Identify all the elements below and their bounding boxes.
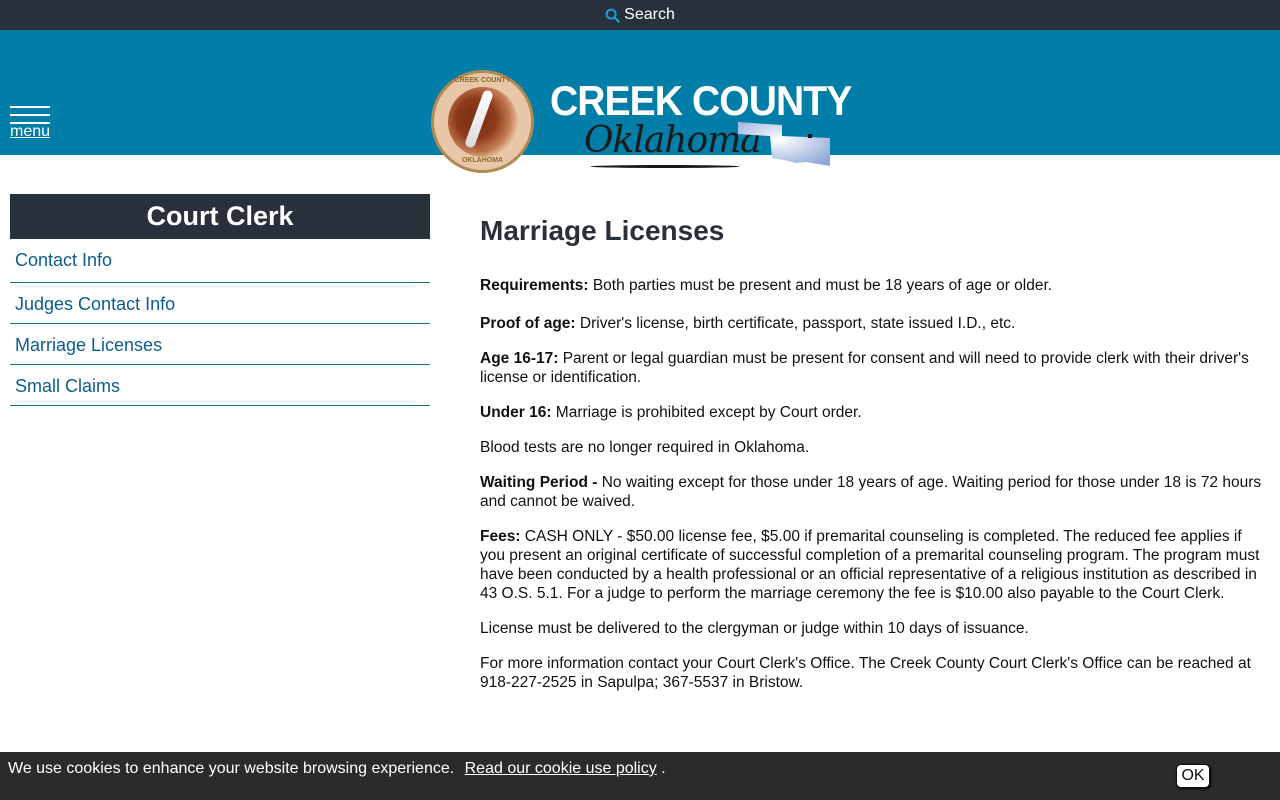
paragraph-proof-of-age — [480, 314, 1265, 333]
paragraph-text: Driver's license, birth certificate, passport, state issued I.D., etc. — [575, 315, 1016, 332]
paragraph-text: Marriage is prohibited except by Court order. — [551, 404, 862, 421]
seal-top-text: CREEK COUNTY — [454, 77, 511, 84]
paragraph-label: Requirements: — [480, 277, 589, 294]
site-logo[interactable] — [431, 70, 852, 176]
paragraph-waiting-period — [480, 473, 1265, 511]
paragraph-label: Under 16: — [480, 404, 552, 421]
search-link[interactable] — [605, 6, 675, 24]
paragraph-requirements — [480, 276, 1265, 295]
paragraph-delivery — [480, 619, 1265, 638]
sidebar-item-contact-info[interactable]: Contact Info — [10, 239, 430, 283]
county-seal-icon — [431, 70, 534, 173]
main-content — [480, 194, 1265, 708]
seal-bottom-text: OKLAHOMA — [461, 157, 504, 164]
cookie-policy-link[interactable]: Read our cookie use policy — [464, 760, 657, 777]
oklahoma-map-icon — [738, 122, 830, 166]
paragraph-label: Fees: — [480, 528, 521, 545]
paragraph-contact — [480, 654, 1265, 692]
paragraph-fees — [480, 527, 1265, 603]
paragraph-under-16 — [480, 403, 1265, 422]
search-label: Search — [624, 6, 675, 23]
sidebar-item-marriage-licenses[interactable]: Marriage Licenses — [10, 324, 430, 365]
paragraph-label: Proof of age: — [480, 315, 576, 332]
search-icon — [605, 8, 620, 23]
paragraph-text: Blood tests are no longer required in Oklahoma. — [480, 439, 810, 456]
paragraph-text: For more information contact your Court Clerk's Office. The Creek County Court Clerk's Office can be reached at 918-227-2525 in Sapulpa; 367-5537 in Bristow. — [480, 655, 1251, 691]
top-bar — [0, 0, 1280, 30]
sidebar — [10, 194, 430, 708]
paragraph-text: CASH ONLY - $50.00 license fee, $5.00 if premarital counseling is completed. The reduced fee applies if you present an original certificate of successful completion of a premarital counseling program. The program must have been conducted by a health professional or an official representative of a religious institution as described in 43 O.S. 5.1. For a judge to perform the marriage ceremony the fee is $10.00 also payable to the Court Clerk. — [480, 528, 1260, 602]
logo-script: Oklahoma — [584, 120, 761, 161]
hamburger-icon — [10, 106, 50, 124]
cookie-message — [8, 760, 666, 778]
paragraph-age-16-17 — [480, 349, 1265, 387]
cookie-banner — [0, 752, 1280, 800]
paragraph-text: Parent or legal guardian must be present for consent and will need to provide clerk with their driver's license or identification. — [480, 350, 1249, 386]
page-title: Marriage Licenses — [480, 215, 725, 246]
paragraph-text: License must be delivered to the clergyman or judge within 10 days of issuance. — [480, 620, 1029, 637]
paragraph-label: Age 16-17: — [480, 350, 559, 367]
cookie-suffix: . — [656, 760, 666, 777]
seal-year: 1907 — [475, 148, 490, 154]
logo-title: CREEK COUNTY — [550, 77, 852, 124]
paragraph-text: No waiting except for those under 18 years of age. Waiting period for those under 18 is 72 hours and cannot be waived. — [480, 474, 1262, 510]
logo-swoosh — [590, 165, 740, 168]
site-header — [0, 30, 1280, 164]
sidebar-item-small-claims[interactable]: Small Claims — [10, 365, 430, 406]
menu-button[interactable] — [10, 106, 50, 140]
menu-label: menu — [10, 123, 51, 140]
cookie-ok-button[interactable]: OK — [1176, 764, 1210, 788]
paragraph-blood-tests — [480, 438, 1265, 457]
paragraph-text: Both parties must be present and must be 18 years of age or older. — [588, 277, 1053, 294]
sidebar-item-judges-contact-info[interactable]: Judges Contact Info — [10, 283, 430, 324]
paragraph-label: Waiting Period - — [480, 474, 598, 491]
cookie-text: We use cookies to enhance your website browsing experience. — [8, 760, 459, 777]
sidebar-title: Court Clerk — [10, 194, 430, 239]
